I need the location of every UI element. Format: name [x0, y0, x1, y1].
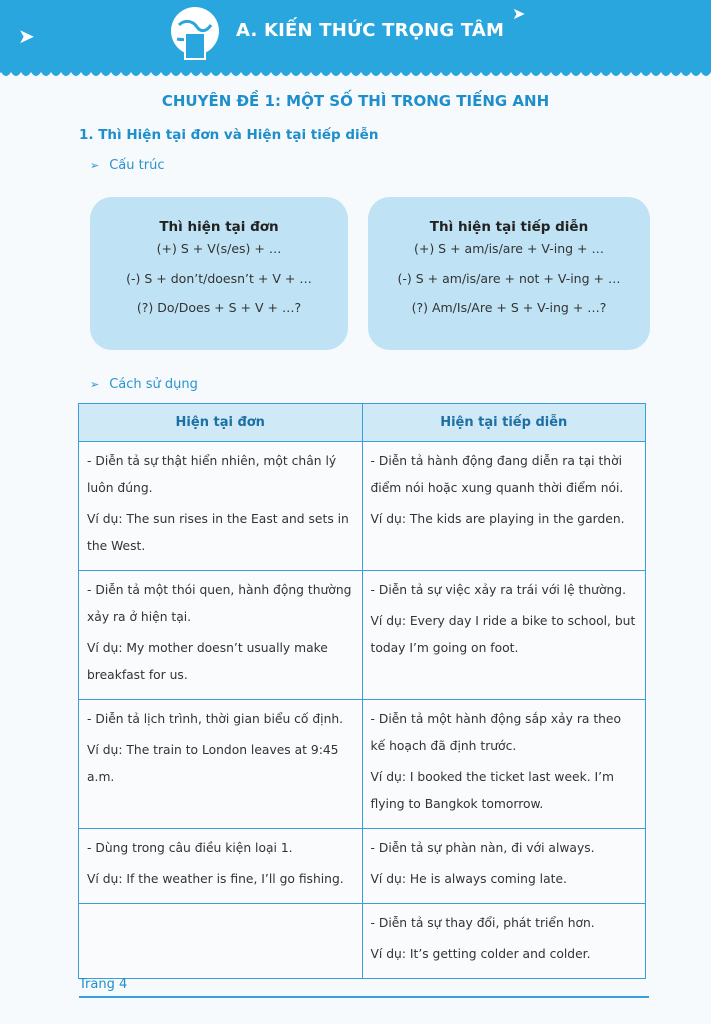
example-text: Ví dụ: If the weather is fine, I’ll go fishing. — [87, 872, 344, 886]
usage-text: - Diễn tả sự thay đổi, phát triển hơn. — [370, 916, 595, 930]
section-title: 1. Thì Hiện tại đơn và Hiện tại tiếp diễn — [79, 127, 379, 143]
table-row — [79, 904, 646, 979]
paper-plane-icon: ➤ — [512, 4, 526, 23]
usage-text: - Diễn tả sự phàn nàn, đi với always. — [370, 841, 595, 855]
example-text: Ví dụ: The train to London leaves at 9:45 a.m. — [87, 743, 339, 784]
formula-question: (?) Am/Is/Are + S + V-ing + …? — [411, 300, 607, 315]
example-text: Ví dụ: Every day I ride a bike to school, but today I’m going on foot. — [370, 614, 636, 655]
table-cell — [362, 442, 646, 571]
usage-text: - Diễn tả hành động đang diễn ra tại thời điểm nói hoặc xung quanh thời điểm nói. — [370, 454, 624, 495]
usage-table — [78, 403, 646, 979]
formula-question: (?) Do/Does + S + V + …? — [136, 300, 302, 315]
table-cell — [79, 904, 363, 979]
structure-box-simple-present — [90, 197, 348, 350]
example-text: Ví dụ: I booked the ticket last week. I’m flying to Bangkok tomorrow. — [370, 770, 615, 811]
wave-divider — [0, 66, 711, 80]
table-header: Hiện tại tiếp diễn — [362, 404, 646, 442]
usage-text: - Diễn tả lịch trình, thời gian biểu cố định. — [87, 712, 344, 726]
table-row — [79, 829, 646, 904]
formula-positive: (+) S + V(s/es) + … — [156, 241, 282, 256]
table-cell — [362, 904, 646, 979]
table-cell — [362, 829, 646, 904]
page-number: Trang 4 — [79, 977, 128, 992]
table-cell — [362, 700, 646, 829]
box-title: Thì hiện tại tiếp diễn — [429, 219, 589, 235]
table-cell — [79, 700, 363, 829]
table-cell — [79, 442, 363, 571]
table-cell — [362, 571, 646, 700]
arrow-icon: ➢ — [90, 159, 100, 172]
table-row — [79, 700, 646, 829]
usage-text: - Diễn tả sự việc xảy ra trái với lệ thường. — [370, 583, 626, 597]
example-text: Ví dụ: The sun rises in the East and sets in the West. — [87, 512, 349, 553]
example-text: Ví dụ: My mother doesn’t usually make breakfast for us. — [87, 641, 328, 682]
table-cell — [79, 571, 363, 700]
structure-label: ➢ Cấu trúc — [90, 158, 165, 173]
globe-book-icon — [165, 3, 225, 63]
chapter-title: CHUYÊN ĐỀ 1: MỘT SỐ THÌ TRONG TIẾNG ANH — [161, 92, 550, 110]
formula-negative: (-) S + don’t/doesn’t + V + … — [126, 270, 312, 286]
banner-title: A. KIẾN THỨC TRỌNG TÂM — [236, 20, 505, 41]
formula-negative: (-) S + am/is/are + not + V-ing + … — [397, 270, 621, 286]
header-banner — [0, 0, 711, 72]
formula-positive: (+) S + am/is/are + V-ing + … — [413, 241, 604, 256]
table-row — [79, 571, 646, 700]
table-row — [79, 442, 646, 571]
usage-text: - Dùng trong câu điều kiện loại 1. — [87, 841, 293, 855]
usage-label: ➢ Cách sử dụng — [90, 377, 198, 392]
table-cell — [79, 829, 363, 904]
box-title: Thì hiện tại đơn — [159, 219, 279, 235]
example-text: Ví dụ: He is always coming late. — [370, 872, 567, 886]
paper-plane-icon: ➤ — [18, 24, 35, 48]
usage-text: - Diễn tả một hành động sắp xảy ra theo kế hoạch đã định trước. — [370, 712, 622, 753]
footer-divider — [79, 996, 649, 998]
usage-text: - Diễn tả một thói quen, hành động thường xảy ra ở hiện tại. — [87, 583, 352, 624]
usage-text: - Diễn tả sự thật hiển nhiên, một chân lý luôn đúng. — [87, 454, 337, 495]
example-text: Ví dụ: It’s getting colder and colder. — [370, 947, 591, 961]
table-header: Hiện tại đơn — [79, 404, 363, 442]
arrow-icon: ➢ — [90, 378, 100, 391]
example-text: Ví dụ: The kids are playing in the garden. — [370, 512, 625, 526]
structure-box-present-continuous — [368, 197, 650, 350]
